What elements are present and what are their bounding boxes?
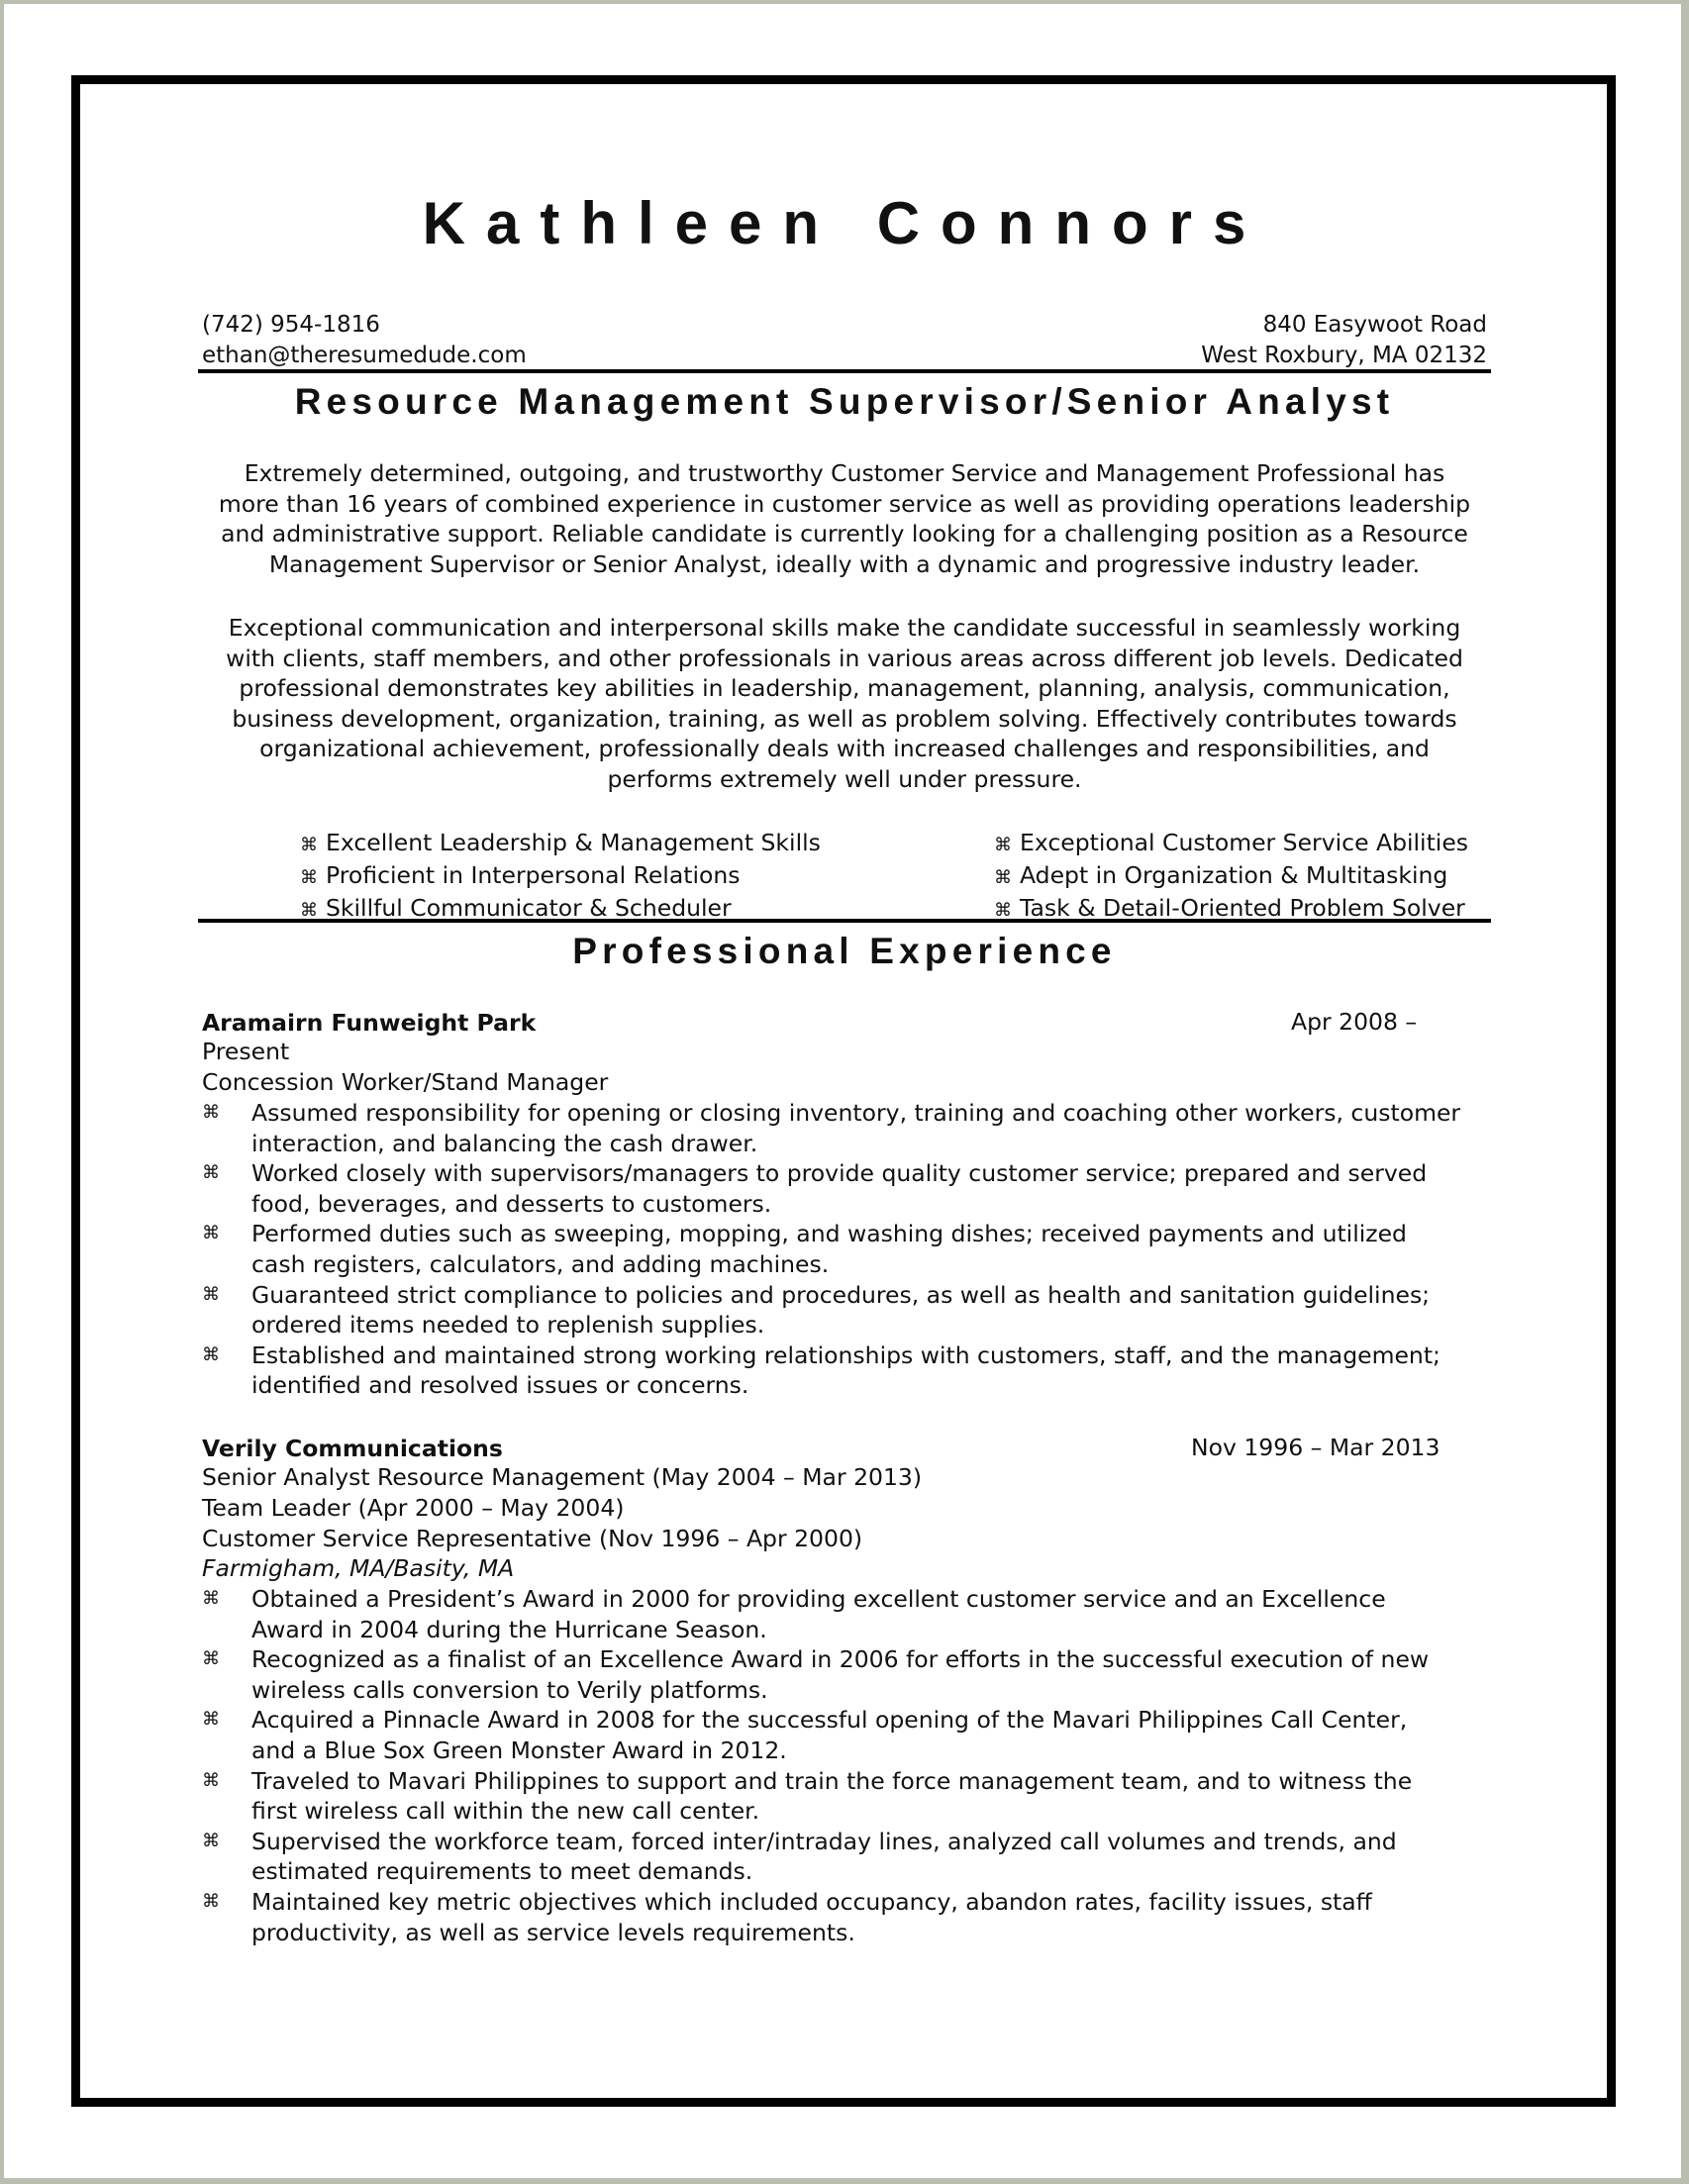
phone-number: (742) 954-1816 xyxy=(202,312,380,338)
bullet-icon: ⌘ xyxy=(300,867,318,888)
job-title: Concession Worker/Stand Manager xyxy=(202,1068,609,1096)
bullet-icon: ⌘ xyxy=(202,1102,220,1123)
skills-left-column xyxy=(300,828,821,926)
bullet-icon: ⌘ xyxy=(202,1283,220,1305)
skill-item: ⌘ Proficient in Interpersonal Relations xyxy=(300,860,821,893)
skill-item: ⌘ Excellent Leadership & Management Skills xyxy=(300,828,821,860)
bullet-icon: ⌘ xyxy=(994,867,1012,888)
job-company: Aramairn Funweight Park xyxy=(202,1009,537,1037)
summary-line: performs extremely well under pressure. xyxy=(607,764,1082,793)
list-item: ⌘ Guaranteed strict compliance to policies and procedures, as well as health and sanitation guidelines; ordered items needed to replenish supplies. xyxy=(202,1280,1431,1340)
job-role: Team Leader (Apr 2000 – May 2004) xyxy=(202,1494,625,1522)
bullet-icon: ⌘ xyxy=(202,1648,220,1670)
job-location: Farmigham, MA/Basity, MA xyxy=(202,1554,515,1582)
bullet-icon: ⌘ xyxy=(202,1830,220,1851)
bullet-icon: ⌘ xyxy=(202,1890,220,1912)
summary-paragraph-1 xyxy=(193,458,1496,579)
list-item: ⌘ Traveled to Mavari Philippines to support and train the force management team, and to witness the first wireless call within the new call center. xyxy=(202,1766,1413,1826)
contact-right xyxy=(1201,310,1487,371)
bullet-icon: ⌘ xyxy=(994,900,1012,921)
skill-item: ⌘ Exceptional Customer Service Abilities xyxy=(994,828,1468,860)
job-dates: Nov 1996 – Mar 2013 xyxy=(1191,1434,1441,1461)
summary-line: organizational achievement, professionally deals with increased challenges and responsibilities, and xyxy=(259,735,1430,762)
experience-divider xyxy=(198,919,1491,923)
bullet-icon: ⌘ xyxy=(300,835,318,855)
bullet-icon: ⌘ xyxy=(202,1709,220,1731)
bullet-icon: ⌘ xyxy=(202,1162,220,1184)
summary-line: and administrative support. Reliable candidate is currently looking for a challenging position as a Resource xyxy=(221,520,1468,547)
address-line-1: 840 Easywoot Road xyxy=(1262,312,1487,338)
list-item: ⌘ Recognized as a finalist of an Excellence Award in 2006 for efforts in the successful execution of new wireless calls conversion to Verily platforms. xyxy=(202,1645,1430,1704)
job-dates: Apr 2008 – xyxy=(1291,1008,1418,1036)
headline-title: Resource Management Supervisor/Senior Analyst xyxy=(294,381,1395,422)
email-address: ethan@theresumedude.com xyxy=(202,343,527,368)
job-company: Verily Communications xyxy=(202,1435,503,1462)
summary-paragraph-2 xyxy=(193,613,1496,794)
bullet-icon: ⌘ xyxy=(994,835,1012,855)
job-bullet-list xyxy=(202,1584,1489,1947)
experience-heading: Professional Experience xyxy=(572,931,1117,971)
skill-item: ⌘ Adept in Organization & Multitasking xyxy=(994,860,1468,893)
header-divider xyxy=(198,369,1491,373)
list-item: ⌘ Worked closely with supervisors/managers to provide quality customer service; prepared and served food, beverages, and desserts to customers. xyxy=(202,1159,1428,1218)
job-bullet-list xyxy=(202,1098,1489,1401)
bullet-icon: ⌘ xyxy=(202,1343,220,1365)
bullet-icon: ⌘ xyxy=(202,1588,220,1609)
skill-item: ⌘ Task & Detail-Oriented Problem Solver xyxy=(994,893,1468,926)
list-item: ⌘ Maintained key metric objectives which included occupancy, abandon rates, facility issues, staff productivity, as well as service levels requirements. xyxy=(202,1887,1372,1946)
list-item: ⌘ Acquired a Pinnacle Award in 2008 for the successful opening of the Mavari Philippines Call Center, and a Blue Sox Green Monster Award in 2012. xyxy=(202,1706,1408,1764)
bullet-icon: ⌘ xyxy=(202,1769,220,1791)
summary-line: more than 16 years of combined experience in customer service as well as providing operations leadership xyxy=(218,489,1471,518)
job-role: Senior Analyst Resource Management (May 2004 – Mar 2013) xyxy=(202,1463,923,1491)
list-item: ⌘ Assumed responsibility for opening or closing inventory, training and coaching other workers, customer interaction, and balancing the cash drawer. xyxy=(202,1099,1461,1157)
job-role: Customer Service Representative (Nov 1996 – Apr 2000) xyxy=(202,1525,863,1552)
list-item: ⌘ Established and maintained strong working relationships with customers, staff, and the management; identified and resolved issues or concerns. xyxy=(202,1340,1441,1400)
skills-right-column xyxy=(994,828,1468,926)
summary-line: professional demonstrates key abilities in leadership, management, planning, analysis, communication, xyxy=(239,674,1450,702)
list-item: ⌘ Performed duties such as sweeping, mopping, and washing dishes; received payments and utilized cash registers, calculators, and adding machines. xyxy=(202,1220,1407,1278)
candidate-name: Kathleen Connors xyxy=(422,190,1267,256)
bullet-icon: ⌘ xyxy=(300,900,318,921)
job-dates-continued: Present xyxy=(202,1038,290,1065)
skill-item: ⌘ Skillful Communicator & Scheduler xyxy=(300,893,821,926)
summary-line: with clients, staff members, and other professionals in various areas across different job levels. Dedicated xyxy=(226,644,1463,672)
summary-line: Management Supervisor or Senior Analyst, ideally with a dynamic and progressive industry leader. xyxy=(268,549,1421,578)
address-line-2: West Roxbury, MA 02132 xyxy=(1201,343,1487,368)
list-item: ⌘ Obtained a President’s Award in 2000 for providing excellent customer service and an Excellence Award in 2004 during the Hurricane Season. xyxy=(202,1585,1386,1643)
summary-line: Extremely determined, outgoing, and trustworthy Customer Service and Management Professional has xyxy=(244,459,1445,487)
bullet-icon: ⌘ xyxy=(202,1223,220,1244)
list-item: ⌘ Supervised the workforce team, forced inter/intraday lines, analyzed call volumes and trends, and estimated requirements to meet demands. xyxy=(202,1827,1397,1886)
summary-line: business development, organization, training, as well as problem solving. Effectively contributes towards xyxy=(232,704,1457,733)
summary-line: Exceptional communication and interpersonal skills make the candidate successful in seamlessly working xyxy=(228,614,1461,642)
contact-left xyxy=(202,310,527,371)
